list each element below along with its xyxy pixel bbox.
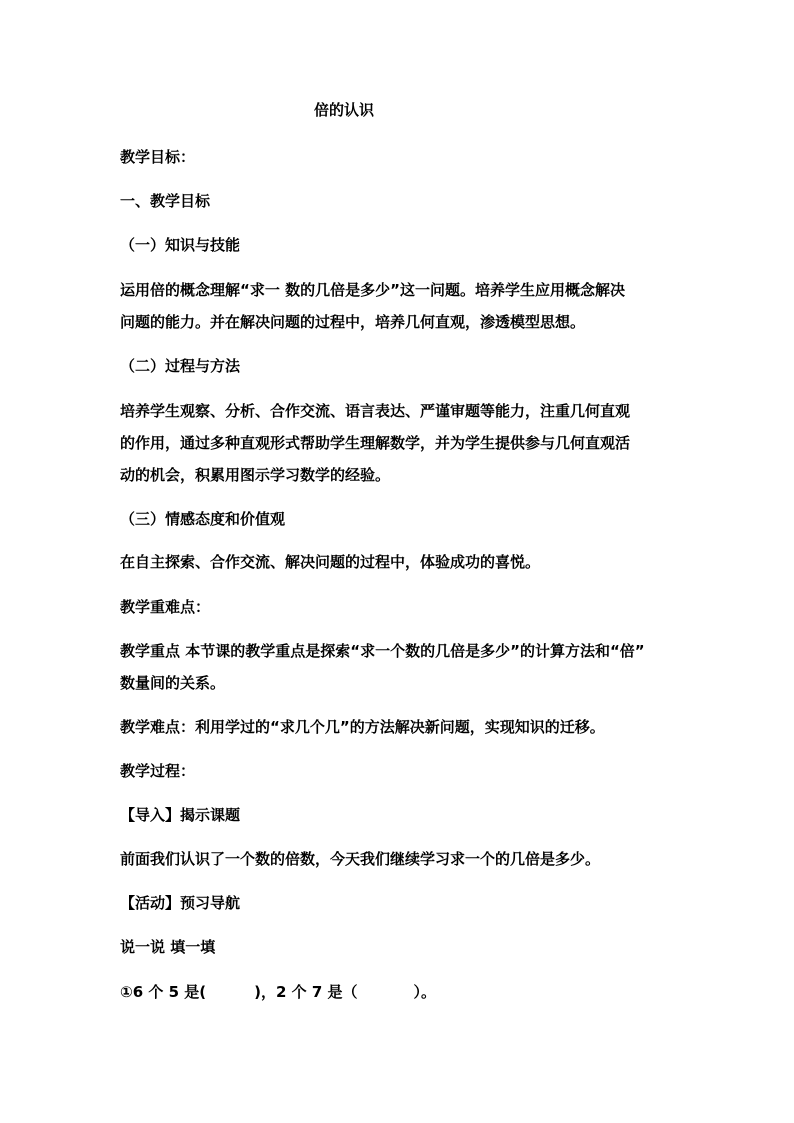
sub1-heading: （一）知识与技能 bbox=[120, 236, 241, 254]
key-difficult-label: 教学重难点： bbox=[120, 598, 211, 616]
key-point-line-2: 数量间的关系。 bbox=[120, 674, 226, 692]
sub2-heading: （二）过程与方法 bbox=[120, 357, 241, 375]
sub2-paragraph bbox=[120, 395, 680, 491]
exercise-1 bbox=[120, 983, 680, 1001]
page-title: 倍的认识 bbox=[314, 101, 375, 119]
difficult-point-paragraph: 教学难点：利用学过的“求几个几”的方法解决新问题，实现知识的迁移。 bbox=[120, 718, 605, 736]
teaching-goals-label: 教学目标： bbox=[120, 148, 196, 166]
activity-heading: 【活动】预习导航 bbox=[120, 894, 241, 912]
intro-paragraph: 前面我们认识了一个数的倍数，今天我们继续学习求一个的几倍是多少。 bbox=[120, 850, 601, 868]
sub1-paragraph bbox=[120, 274, 680, 338]
key-point-paragraph bbox=[120, 635, 680, 699]
exercise-1-part-c: ）。 bbox=[413, 983, 437, 1001]
sub3-paragraph: 在自主探索、合作交流、解决问题的过程中，体验成功的喜悦。 bbox=[120, 553, 541, 571]
sub3-heading: （三）情感态度和价值观 bbox=[120, 510, 286, 528]
sub1-line-1: 运用倍的概念理解“求一 数的几倍是多少”这一问题。培养学生应用概念解决 bbox=[120, 281, 625, 299]
sub2-line-2: 的作用，通过多种直观形式帮助学生理解数学，并为学生提供参与几何直观活 bbox=[120, 434, 631, 452]
sub2-line-1: 培养学生观察、分析、合作交流、语言表达、严谨审题等能力，注重几何直观 bbox=[120, 402, 631, 420]
exercise-1-part-a: ①6 个 5 是( bbox=[120, 983, 207, 1001]
sub1-line-2: 问题的能力。并在解决问题的过程中，培养几何直观，渗透模型思想。 bbox=[120, 313, 586, 331]
key-point-line-1: 教学重点 本节课的教学重点是探索“求一个数的几倍是多少”的计算方法和“倍” bbox=[120, 642, 645, 660]
intro-heading: 【导入】揭示课题 bbox=[120, 806, 241, 824]
exercise-1-part-b: )，2 个 7 是（ bbox=[254, 983, 358, 1001]
sub2-line-3: 动的机会，积累用图示学习数学的经验。 bbox=[120, 466, 391, 484]
process-label: 教学过程： bbox=[120, 762, 196, 780]
section1-heading: 一、教学目标 bbox=[120, 192, 211, 210]
say-fill-label: 说一说 填一填 bbox=[120, 938, 216, 956]
